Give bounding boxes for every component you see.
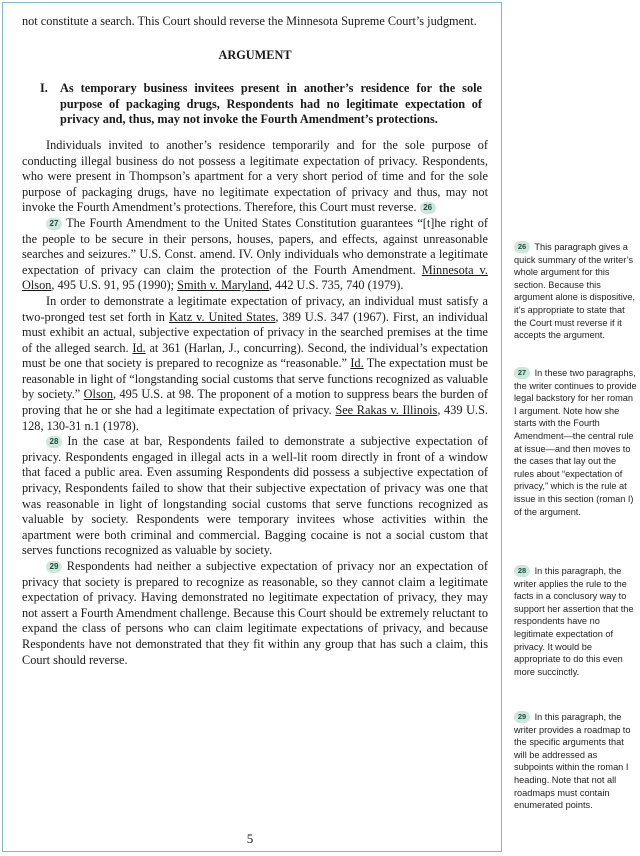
- annotation-badge-27: 27: [46, 218, 62, 230]
- paragraph-application: [22, 434, 488, 559]
- intro-paragraph: not constitute a search. This Court should reverse the Minnesota Supreme Court’s judgment.: [22, 14, 477, 28]
- case-citation: Katz v. United States: [168, 309, 276, 324]
- annotation-badge-29: 29: [514, 711, 530, 723]
- annotation-badge-29: 29: [46, 561, 62, 573]
- paragraph-text: Respondents had neither a subjective expectation of privacy nor an expectation of privacy that society is prepared to recognize as reasonable, so they cannot claim a legitimate expectation of privacy. Having demonstrated no legitimate expectation of privacy, they may not assert a Fourth Amendment challenge. Because this Court should be extremely reluctant to expand the class of persons who can claim legitimate expectations of privacy, and because Respondents have not demonstrated that they fit within any group that has such a claim, this Court should reverse.: [22, 559, 488, 667]
- brief-body: [22, 14, 488, 668]
- page-number: 5: [246, 831, 254, 846]
- annotation-badge-27: 27: [514, 367, 530, 379]
- paragraph-roadmap: [22, 559, 488, 668]
- argument-heading: ARGUMENT: [218, 47, 292, 62]
- point-heading-text: As temporary business invitees present in another’s residence for the sole purpose of packaging drugs, Respondents had no legitimate expectation of privacy and, thus, may not invoke the Fourth Amendment’s protections.: [60, 81, 482, 127]
- annotation-26: [514, 241, 638, 342]
- case-citation: Minnesota v. Olson: [22, 262, 488, 293]
- annotation-text: In these two paragraphs, the writer continues to provide legal backstory for her roman I argument. Note how she starts with the Fourth Amendment—the central rule at issue—and then moves to the cases that lay out the rules about “expectation of privacy,” which is the rule at issue in this section (roman I) of the argument.: [514, 368, 637, 517]
- paragraph-two-pronged-test: [22, 294, 488, 434]
- annotation-27: [514, 367, 638, 518]
- paragraph-text: at 361 (Harlan, J., concurring). Second, the individual’s expectation must be one that society is prepared to recognize as “reasonable.”: [22, 340, 489, 371]
- annotation-28: [514, 565, 638, 678]
- paragraph-text: In the case at bar, Respondents failed to demonstrate a subjective expectation of privacy. Respondents engaged in illegal acts in a well-lit room directly in front of a window that faced a public area. Even assuming Respondents did possess a subjective expectation of privacy, Respondents failed to show that their subjective expectation of privacy was one that was reasonable in light of longstanding social customs that serve functions recognized as valuable by society. Respondents were temporary invitees whose activities within the apartment were both criminal and commercial. Bagging cocaine is not a social custom that serves functions recognized as valuable by society.: [22, 434, 488, 558]
- case-citation: Olson: [83, 387, 114, 402]
- case-citation: Id.: [132, 340, 146, 355]
- paragraph-summary: [22, 138, 488, 216]
- paragraph-text: , 389 U.S. 347 (1967). First, an individual must exhibit an actual, subjective expectation of privacy in the searched premises at the time of the alleged search.: [22, 309, 489, 355]
- paragraph-text: The expectation must be reasonable in light of “longstanding social customs that serve functions recognized as valuable by society.”: [22, 356, 488, 402]
- point-number: I.: [40, 81, 48, 96]
- annotation-text: This paragraph gives a quick summary of the writer’s whole argument for this section. Because this argument alone is dispositive, it’s appropriate to state that the Court must reverse if it accepts the argument.: [514, 242, 636, 341]
- case-citation: Smith v. Maryland: [177, 278, 269, 293]
- paragraph-text: Individuals invited to another’s residence temporarily and for the sole purpose of conducting illegal business do not possess a legitimate expectation of privacy. Respondents, who were present in Thompson’s apartment for a very short period of time and for the sole purpose of packaging drugs, have no legitimate expectation of privacy and thus, may not invoke the Fourth Amendment’s protections. Therefore, this Court must reverse.: [22, 137, 488, 215]
- annotation-badge-28: 28: [46, 436, 62, 448]
- case-citation: See Rakas v. Illinois: [335, 403, 438, 418]
- annotation-badge-28: 28: [514, 565, 530, 577]
- paragraph-text: , 495 U.S. at 98. The proponent of a motion to suppress bears the burden of proving that he or she had a legitimate expectation of privacy.: [22, 387, 489, 418]
- annotation-29: [514, 711, 638, 812]
- paragraph-fourth-amendment: [22, 216, 488, 294]
- paragraph-text: In order to demonstrate a legitimate expectation of privacy, an individual must satisfy a two-pronged test set forth in: [22, 293, 488, 324]
- annotation-text: In this paragraph, the writer provides a roadmap to the specific arguments that will be addressed as subpoints within the roman I heading. Note that not all roadmaps must contain enumerated points.: [514, 712, 631, 811]
- point-heading: [22, 81, 488, 128]
- paragraph-text: , 442 U.S. 735, 740 (1979).: [268, 278, 404, 293]
- paragraph-text: , 439 U.S. 128, 130-31 n.1 (1978).: [22, 403, 488, 433]
- annotation-badge-26: 26: [420, 202, 436, 214]
- annotation-badge-26: 26: [514, 241, 530, 253]
- paragraph-text: , 495 U.S. 91, 95 (1990);: [51, 278, 175, 293]
- case-citation: Id.: [350, 356, 364, 371]
- paragraph-text: The Fourth Amendment to the United States Constitution guarantees “[t]he right of the people to be secure in their persons, houses, papers, and effects, against unreasonable searches and seizures.” U.S. Const. amend. IV. Only individuals who demonstrate a legitimate expectation of privacy can claim the protection of the Fourth Amendment.: [22, 215, 489, 277]
- annotation-text: In this paragraph, the writer applies the rule to the facts in a conclusory way to support her assertion that the respondents have no legitimate expectation of privacy. It would be appropriate to do this even more succinctly.: [514, 566, 634, 677]
